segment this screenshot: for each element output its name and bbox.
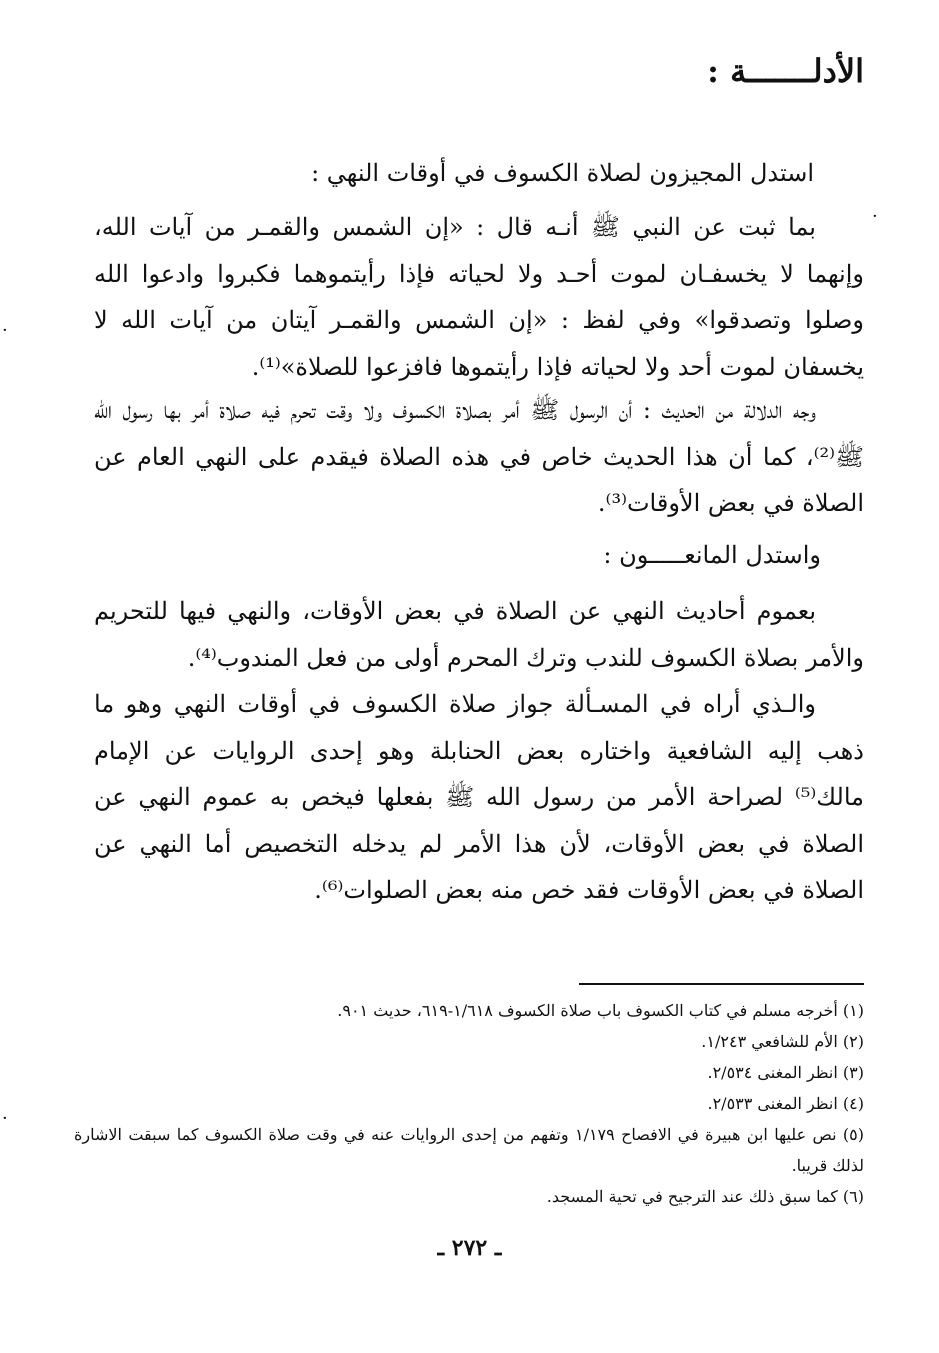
footnote-4: (٤) انظر المغنى ٢/٥٣٣.	[707, 1094, 864, 1113]
paragraph-author-opinion: والـذي أراه في المسـألة جواز صلاة الكسوف في أوقات النهي وهو ما ذهب إليه الشافعية واختاره بعض الحنابلة وهو إحدى الروايات عن الإمام مالك⁽⁵⁾ لصراحة الأمر من رسول الله ﷺ بفعلها فيخص به عموم النهي عن الصلاة في بعض الأوقات، لأن هذا الأمر لم يدخله التخصيص أما النهي عن الصلاة في بعض الأوقات فقد خص منه بعض الصلوات⁽⁶⁾.	[94, 690, 864, 904]
scan-speck: ·	[2, 320, 8, 341]
paragraph-permitters-intro: استدل المجيزون لصلاة الكسوف في أوقات النهي :	[311, 159, 814, 187]
scan-speck: ·	[872, 206, 878, 227]
paragraph-hadith-evidence: بما ثبت عن النبي ﷺ أنـه قال : «إن الشمس والقمـر من آيات الله، وإنهما لا يخسفـان لموت أحـد ولا لحياته فإذا رأيتموهما فكبروا وادعوا الله وصلوا وتصدقوا» وفي لفظ : «إن الشمس والقمـر آيتان من آيات الله لا يخسفان لموت أحد ولا لحياته فإذا رأيتموها فافزعوا للصلاة»⁽¹⁾.	[94, 213, 864, 381]
section-heading: الأدلـــــــة :	[707, 52, 864, 90]
footnote-1: (١) أخرجه مسلم في كتاب الكسوف باب صلاة الكسوف ١/٦١٨-٦١٩، حديث ٩٠١.	[337, 1001, 864, 1020]
footnote-3: (٣) انظر المغنى ٢/٥٣٤.	[707, 1063, 864, 1082]
footnotes	[74, 995, 864, 1212]
paragraph-preventers-intro: واستدل المانعـــــون :	[603, 541, 821, 569]
scan-speck: ·	[2, 1108, 8, 1129]
footnote-2: (٢) الأم للشافعي ١/٢٤٣.	[701, 1032, 864, 1051]
footnote-6: (٦) كما سبق ذلك عند الترجيح في تحية المسجد.	[546, 1187, 864, 1206]
paragraph-preventers-evidence: بعموم أحاديث النهي عن الصلاة في بعض الأوقات، والنهي فيها للتحريم والأمر بصلاة الكسوف للندب وترك المحرم أولى من فعل المندوب⁽⁴⁾.	[94, 597, 864, 672]
footnote-5: (٥) نص عليها ابن هبيرة في الافصاح ١/١٧٩ وتفهم من إحدى الروايات عنه في وقت صلاة الكسوف كما سبقت الاشارة لذلك قريبا.	[74, 1125, 865, 1175]
paragraph-indication: وجه الدلالة من الحديث : أن الرسول ﷺ أمر بصلاة الكسوف ولا وقت تحرم فيه صلاة أمر بها رسول الله ﷺ⁽²⁾، كما أن هذا الحديث خاص في هذه الصلاة فيقدم على النهي العام عن الصلاة في بعض الأوقات⁽³⁾.	[94, 396, 864, 517]
page-number: ـ ٢٧٢ ـ	[437, 1235, 502, 1261]
footnote-separator	[579, 983, 864, 985]
